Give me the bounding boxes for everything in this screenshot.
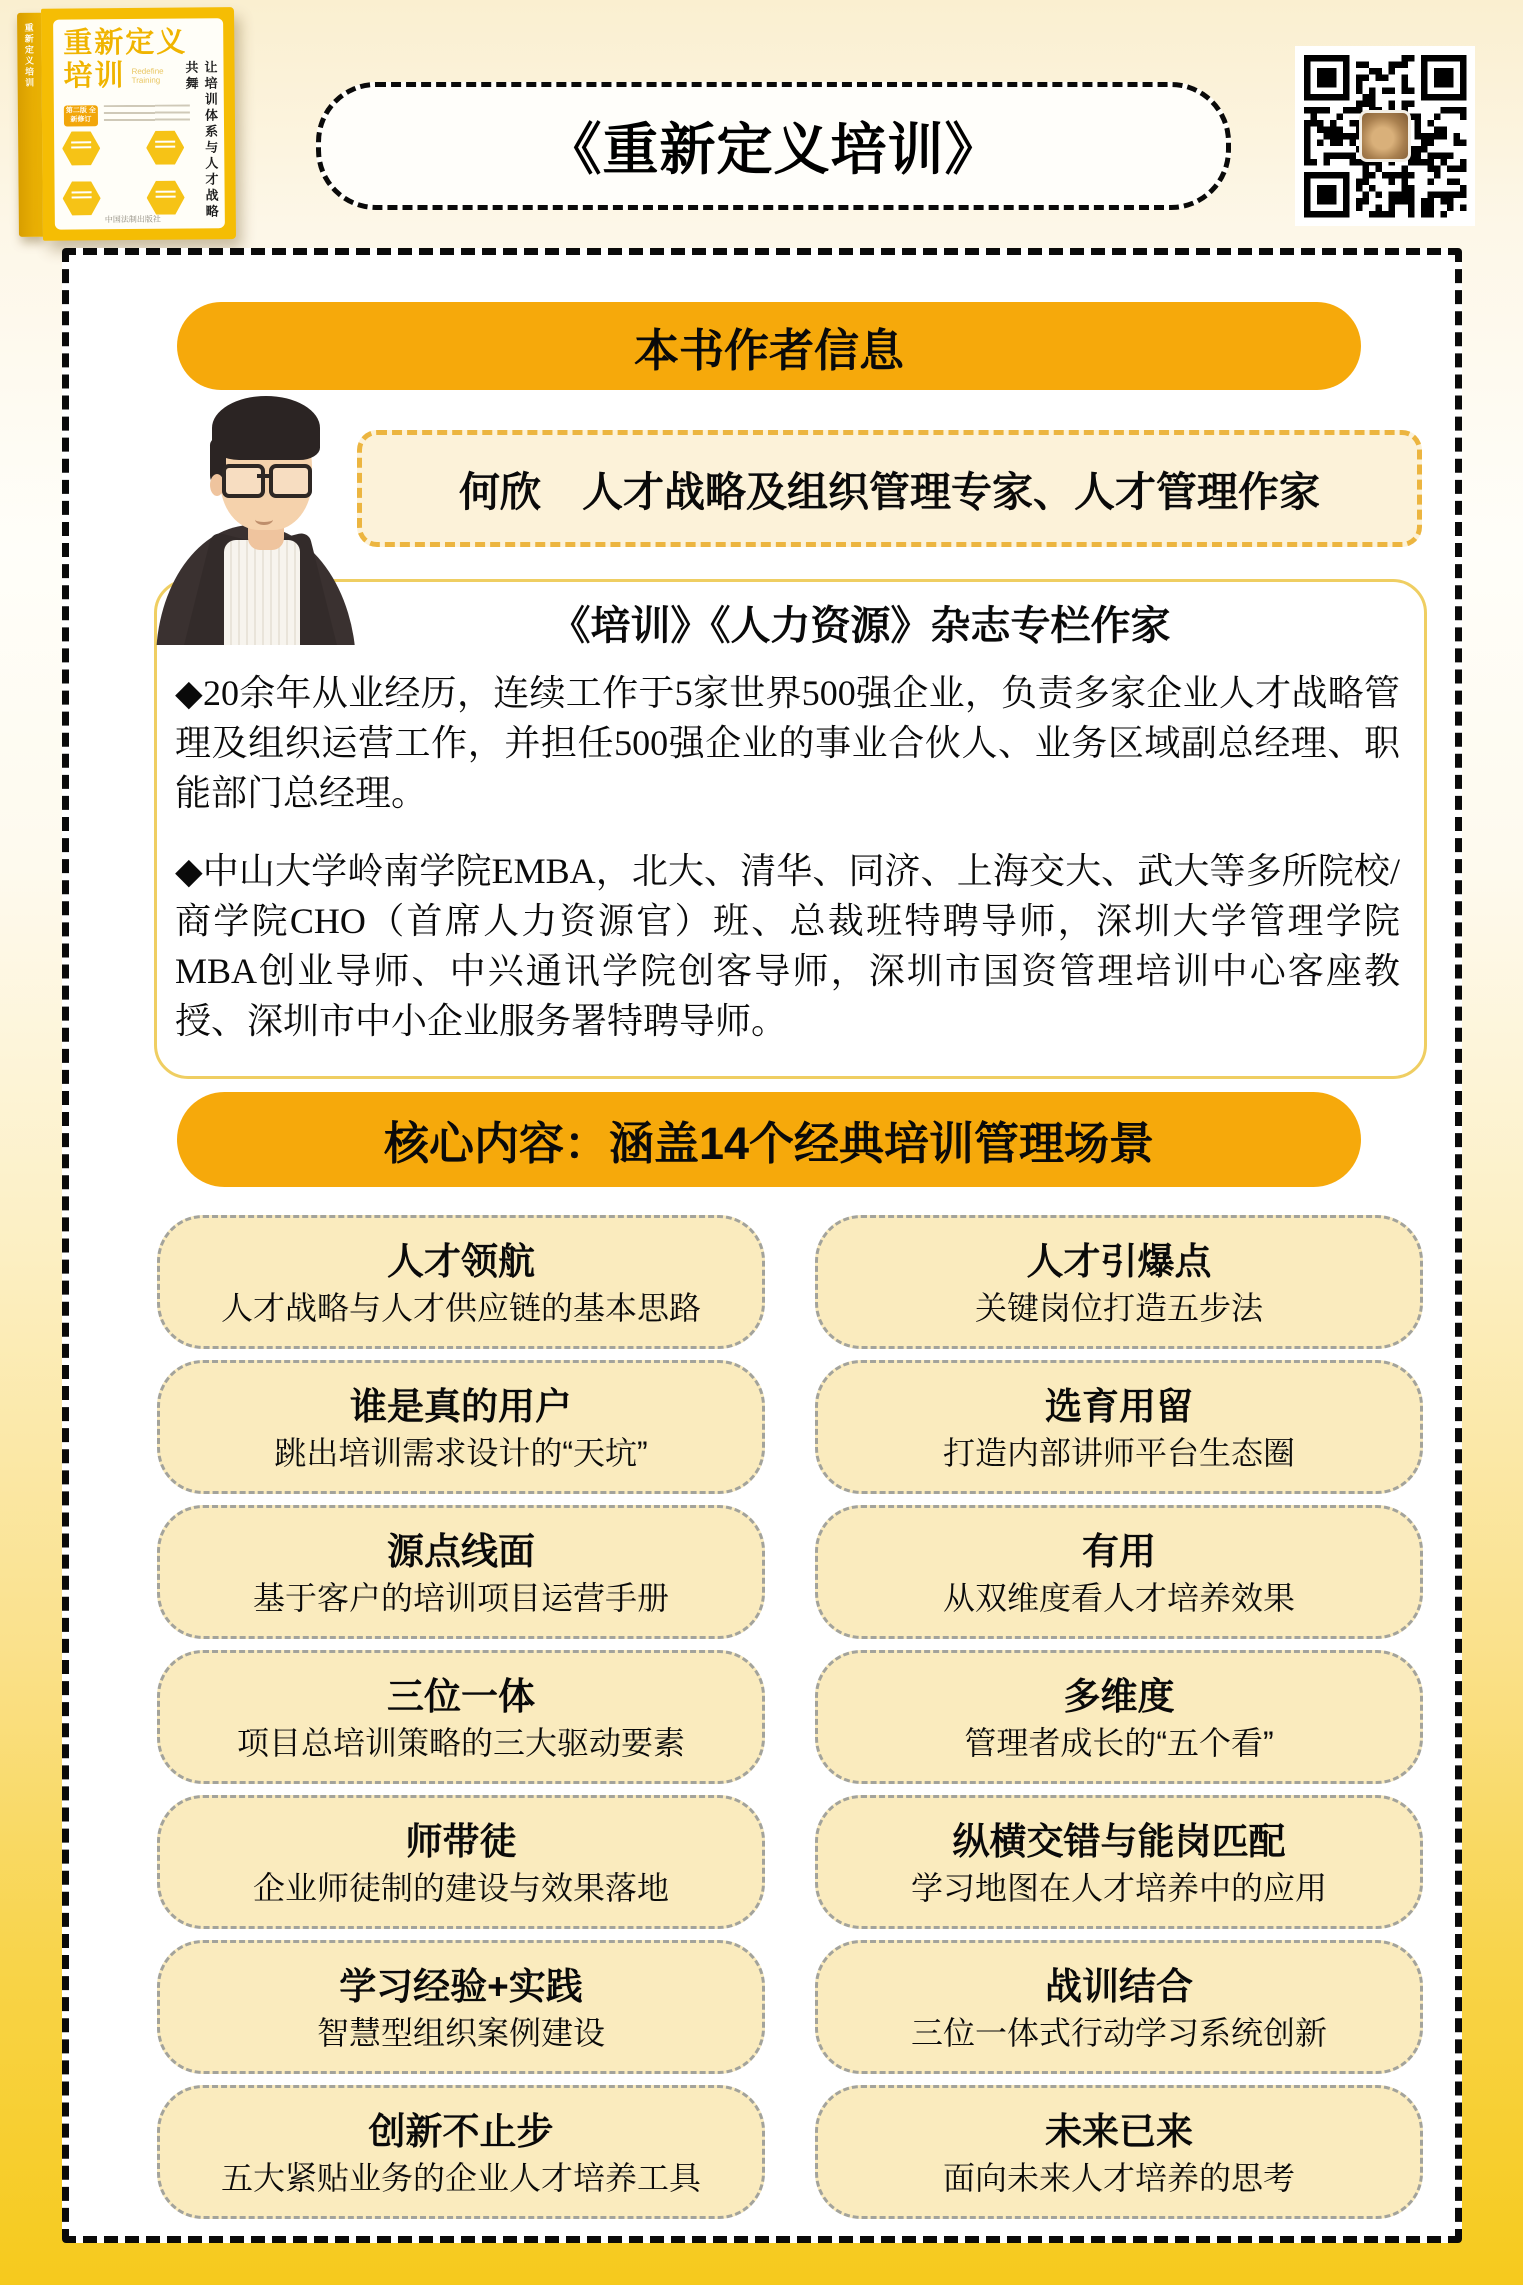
topic-card-title: 战训结合: [1045, 1966, 1193, 2008]
topic-card: [157, 1360, 765, 1494]
topic-card-subtitle: 从双维度看人才培养效果: [942, 1579, 1295, 1616]
book-publisher: 中国法制出版社: [104, 214, 161, 225]
topic-card-subtitle: 智慧型组织案例建设: [316, 2014, 605, 2051]
topic-card: [815, 1215, 1423, 1349]
topic-card-subtitle: 打造内部讲师平台生态圈: [942, 1434, 1295, 1471]
cover-hexagon: [62, 131, 100, 165]
book-edition-badge: 第二版 全新修订: [64, 105, 98, 126]
topic-card-subtitle: 五大紧贴业务的企业人才培养工具: [220, 2159, 701, 2196]
topic-card-subtitle: 企业师徒制的建设与效果落地: [252, 1869, 669, 1906]
author-bio-box: [154, 579, 1427, 1079]
author-hair: [212, 396, 320, 460]
topic-card-title: 源点线面: [387, 1531, 535, 1573]
topic-card-title: 纵横交错与能岗匹配: [952, 1821, 1286, 1863]
topic-card-subtitle: 学习地图在人才培养中的应用: [910, 1869, 1327, 1906]
topic-card-title: 师带徒: [405, 1821, 517, 1863]
poster-title: 《重新定义培训》: [545, 118, 1002, 181]
book-spine-text: 重新定义培训: [23, 22, 35, 89]
topic-card: [815, 1650, 1423, 1784]
topic-card: [815, 1360, 1423, 1494]
book-front-cover: [41, 7, 236, 241]
book-cover-title: 重新定义 培训: [63, 26, 188, 93]
topic-card-subtitle: 关键岗位打造五步法: [974, 1289, 1263, 1326]
book-cover: [17, 7, 236, 241]
topic-card-title: 谁是真的用户: [350, 1386, 572, 1428]
topic-card-title: 有用: [1082, 1531, 1156, 1573]
author-photo: [152, 390, 359, 645]
topic-card-subtitle: 基于客户的培训项目运营手册: [252, 1579, 669, 1616]
author-name-box: [357, 430, 1422, 547]
topic-card-title: 未来已来: [1045, 2111, 1193, 2153]
topic-card-title: 人才领航: [387, 1241, 535, 1283]
topic-card-title: 学习经验+实践: [339, 1966, 583, 2008]
glasses-icon: [269, 464, 312, 498]
cover-hexagon: [146, 130, 184, 164]
book-cover-blurb-lines: [104, 104, 190, 125]
topic-card: [157, 1505, 765, 1639]
topic-card: [157, 1940, 765, 2074]
topic-card-subtitle: 面向未来人才培养的思考: [942, 2159, 1295, 2196]
magazine-credit: 《培训》《人力资源》杂志专栏作家: [550, 604, 1171, 648]
topic-card: [815, 1505, 1423, 1639]
cover-hexagon: [62, 181, 100, 215]
topic-card-subtitle: 管理者成长的“五个看”: [964, 1724, 1274, 1761]
topic-card: [815, 1940, 1423, 2074]
topic-card-title: 创新不止步: [368, 2111, 554, 2153]
qr-center-avatar: [1359, 110, 1411, 162]
poster-title-box: [316, 82, 1231, 210]
topic-card-subtitle: 项目总培训策略的三大驱动要素: [236, 1724, 685, 1761]
bio-bullet: ◆20余年从业经历，连续工作于5家世界500强企业，负责多家企业人才战略管理及组织运营工作，并担任500强企业的事业合伙人、业务区域副总经理、职能部门总经理。: [175, 673, 1400, 813]
topic-card: [815, 1795, 1423, 1929]
topic-card-title: 人才引爆点: [1026, 1241, 1212, 1283]
book-cover-hexagons: [62, 130, 193, 217]
topic-card: [157, 2085, 765, 2219]
topic-card: [157, 1650, 765, 1784]
topic-card-title: 三位一体: [387, 1676, 535, 1718]
topic-card-subtitle: 人才战略与人才供应链的基本思路: [220, 1289, 701, 1326]
book-cover-english: Redefine Training: [131, 66, 164, 85]
book-cover-subtitle: 让培训体系与人才战略共舞: [183, 60, 219, 221]
topic-card-subtitle: 三位一体式行动学习系统创新: [910, 2014, 1327, 2051]
topic-card-title: 多维度: [1063, 1676, 1175, 1718]
glasses-icon: [222, 464, 265, 498]
topic-card-title: 选育用留: [1045, 1386, 1193, 1428]
book-cover-panel: [53, 18, 225, 229]
author-shirt: [224, 540, 300, 645]
author-section-header: 本书作者信息: [177, 302, 1361, 390]
topic-card: [157, 1795, 765, 1929]
bio-bullet: ◆中山大学岭南学院EMBA，北大、清华、同济、上海交大、武大等多所院校/商学院CHO（首席人力资源官）班、总裁班特聘导师，深圳大学管理学院MBA创业导师、中兴通讯学院创客导师，深圳市国资管理培训中心客座教授、深圳市中小企业服务署特聘导师。: [175, 851, 1400, 1041]
book-spine: [17, 13, 43, 237]
core-section-header: 核心内容：涵盖14个经典培训管理场景: [177, 1092, 1361, 1187]
cover-hexagon: [146, 180, 184, 214]
qr-code: [1295, 46, 1475, 226]
topic-card: [815, 2085, 1423, 2219]
topic-card-subtitle: 跳出培训需求设计的“天坑”: [274, 1434, 648, 1471]
author-name-line: 何欣 人才战略及组织管理专家、人才管理作家: [459, 469, 1320, 515]
author-bio-text: [175, 668, 1400, 1046]
main-panel: [62, 248, 1462, 2243]
topic-card-grid: [157, 1215, 1423, 2219]
topic-card: [157, 1215, 765, 1349]
